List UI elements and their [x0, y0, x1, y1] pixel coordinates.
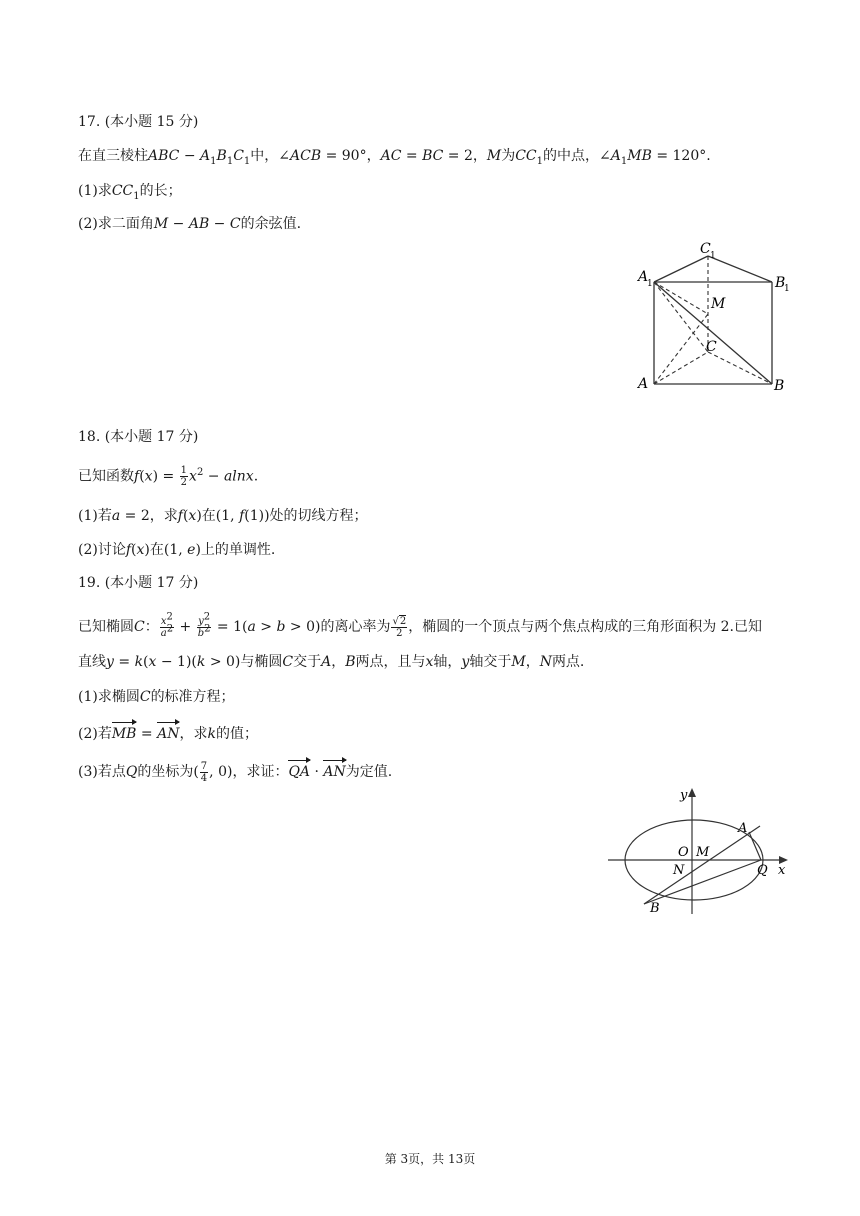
label-y: y	[680, 788, 688, 803]
q17-part1: (1)求$CC_1$的长；	[78, 183, 182, 202]
label-A1: A	[638, 269, 649, 285]
label-x: x	[778, 863, 786, 878]
label-B: B	[650, 901, 660, 916]
label-C: C	[706, 339, 717, 355]
label-B1-sub: 1	[784, 284, 790, 294]
q19-statement-2: 直线y = k(x − 1)(k > 0)与椭圆C交于A，B两点，且与x轴，y轴交于M，N两点.	[78, 654, 585, 670]
label-B1: B	[775, 275, 786, 291]
q19-part3: (3)若点Q的坐标为( $\frac{7}{4}$ , 0)，求证：QA · AN为定值.	[78, 760, 393, 784]
q19-statement-1: 已知椭圆C： $\frac{x^2}{a^2}$ + $\frac{y^2}{b^2}$ = 1(a > b > 0)的离心率为 $\frac{√2}{2}$ ，椭圆的一个顶点与两个焦点构成的三角形面积为 2.已知	[78, 611, 763, 639]
label-A: A	[738, 821, 748, 836]
ellipse-figure	[604, 786, 800, 916]
q19-part2: (2)若MB = AN，求k的值；	[78, 721, 258, 744]
q19-header: 19. (本小题 17 分)	[78, 575, 199, 591]
label-Q: Q	[757, 863, 768, 878]
label-M: M	[711, 296, 726, 312]
label-A1-sub: 1	[647, 279, 653, 289]
label-C1-sub: 1	[710, 251, 716, 261]
q18-header: 18. (本小题 17 分)	[78, 429, 199, 445]
page-footer: 第 3页，共 13页	[384, 1152, 476, 1166]
q18-part1: (1)若a = 2，求f(x)在(1, f(1))处的切线方程；	[78, 508, 368, 524]
q17-part2: (2)求二面角M − AB − C的余弦值.	[78, 216, 302, 232]
label-O: O	[678, 845, 689, 860]
q17-statement: 在直三棱柱ABC − $A_1B_1C_1$中，∠ACB = 90°，AC = BC = 2，M为$CC_1$的中点，$\angle A_1MB = 120^\circ$.	[78, 148, 711, 167]
label-C1: C	[700, 241, 711, 257]
label-M: M	[696, 845, 710, 860]
q19-part1: (1)求椭圆C的标准方程；	[78, 689, 235, 705]
label-N: N	[673, 863, 685, 878]
prism-figure	[632, 238, 802, 398]
label-A: A	[638, 376, 649, 392]
q18-part2: (2)讨论f(x)在(1, e)上的单调性.	[78, 542, 276, 558]
label-B: B	[774, 378, 785, 394]
q18-statement: 已知函数f(x) = $\frac{1}{2}$ $x^2 - alnx$.	[78, 465, 259, 488]
q17-header: 17. (本小题 15 分)	[78, 114, 199, 130]
